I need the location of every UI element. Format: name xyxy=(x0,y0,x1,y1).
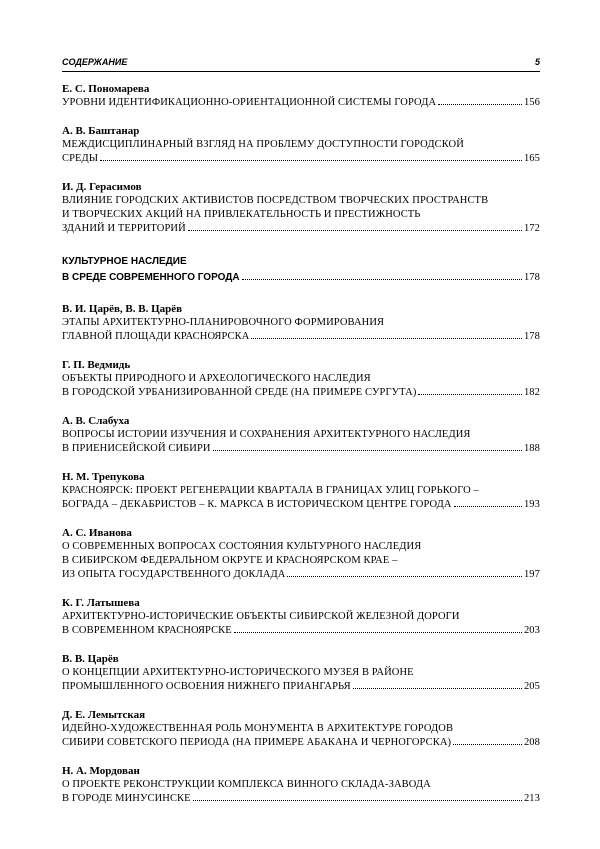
entry-title-last-line xyxy=(62,624,540,638)
entry-author: И. Д. Герасимов xyxy=(62,181,142,193)
leader-dots xyxy=(193,800,522,801)
entry-title-last-line xyxy=(62,96,540,110)
leader-dots xyxy=(353,688,522,689)
entry-title-text: В ГОРОДСКОЙ УРБАНИЗИРОВАННОЙ СРЕДЕ (НА ПРИМЕРЕ СУРГУТА) xyxy=(62,387,417,398)
entry-title-line: О КОНЦЕПЦИИ АРХИТЕКТУРНО-ИСТОРИЧЕСКОГО МУЗЕЯ В РАЙОНЕ xyxy=(62,667,414,678)
entry-page-number: 203 xyxy=(523,625,540,636)
toc-entry xyxy=(62,652,540,694)
entry-title-text: БОГРАДА – ДЕКАБРИСТОВ – К. МАРКСА В ИСТОРИЧЕСКОМ ЦЕНТРЕ ГОРОДА xyxy=(62,499,452,510)
entry-title-last-line xyxy=(62,792,540,806)
toc-entries-after-section xyxy=(62,302,540,806)
entry-page-number: 208 xyxy=(523,737,540,748)
leader-dots xyxy=(213,450,522,451)
header-title: СОДЕРЖАНИЕ xyxy=(62,57,128,67)
entry-author: В. В. Царёв xyxy=(62,653,119,665)
section-title-text: В СРЕДЕ СОВРЕМЕННОГО ГОРОДА xyxy=(62,272,240,283)
entry-title-text: ПРОМЫШЛЕННОГО ОСВОЕНИЯ НИЖНЕГО ПРИАНГАРЬЯ xyxy=(62,681,351,692)
entry-author: Н. М. Трепукова xyxy=(62,471,145,483)
entry-title-line: ИДЕЙНО-ХУДОЖЕСТВЕННАЯ РОЛЬ МОНУМЕНТА В АРХИТЕКТУРЕ ГОРОДОВ xyxy=(62,723,454,734)
entry-author: Е. С. Пономарева xyxy=(62,83,150,95)
entry-page-number: 193 xyxy=(523,499,540,510)
leader-dots xyxy=(100,160,522,161)
entry-title-line: О ПРОЕКТЕ РЕКОНСТРУКЦИИ КОМПЛЕКСА ВИННОГО СКЛАДА-ЗАВОДА xyxy=(62,779,431,790)
leader-dots xyxy=(287,576,521,577)
entry-title-line: ВОПРОСЫ ИСТОРИИ ИЗУЧЕНИЯ И СОХРАНЕНИЯ АРХИТЕКТУРНОГО НАСЛЕДИЯ xyxy=(62,429,471,440)
entry-page-number: 165 xyxy=(523,153,540,164)
entry-title-text: В СОВРЕМЕННОМ КРАСНОЯРСКЕ xyxy=(62,625,232,636)
leader-dots xyxy=(454,506,522,507)
entry-author: Г. П. Ведмидь xyxy=(62,359,131,371)
toc-entry xyxy=(62,302,540,344)
toc-entry xyxy=(62,82,540,110)
entry-title-line: АРХИТЕКТУРНО-ИСТОРИЧЕСКИЕ ОБЪЕКТЫ СИБИРСКОЙ ЖЕЛЕЗНОЙ ДОРОГИ xyxy=(62,611,460,622)
entry-author: А. С. Иванова xyxy=(62,527,132,539)
entry-title-line: И ТВОРЧЕСКИХ АКЦИЙ НА ПРИВЛЕКАТЕЛЬНОСТЬ И ПРЕСТИЖНОСТЬ xyxy=(62,209,421,220)
leader-dots xyxy=(242,279,522,280)
entry-title-last-line xyxy=(62,568,540,582)
running-header xyxy=(62,55,540,72)
entry-title-last-line xyxy=(62,152,540,166)
leader-dots xyxy=(418,394,522,395)
entry-page-number: 178 xyxy=(523,331,540,342)
entry-title-text: СРЕДЫ xyxy=(62,153,99,164)
entry-title-line: КРАСНОЯРСК: ПРОЕКТ РЕГЕНЕРАЦИИ КВАРТАЛА В ГРАНИЦАХ УЛИЦ ГОРЬКОГО – xyxy=(62,485,479,496)
toc-entry xyxy=(62,180,540,236)
toc-entry xyxy=(62,596,540,638)
entry-title-text: ЗДАНИЙ И ТЕРРИТОРИЙ xyxy=(62,223,186,234)
entry-title-line: О СОВРЕМЕННЫХ ВОПРОСАХ СОСТОЯНИЯ КУЛЬТУРНОГО НАСЛЕДИЯ xyxy=(62,541,422,552)
entry-title-last-line xyxy=(62,442,540,456)
leader-dots xyxy=(188,230,522,231)
section-title-line-2 xyxy=(62,270,540,286)
entry-title-last-line xyxy=(62,222,540,236)
entry-author: Д. Е. Лемытская xyxy=(62,709,146,721)
toc-section-heading xyxy=(62,254,540,286)
entry-author: В. И. Царёв, В. В. Царёв xyxy=(62,303,183,315)
entry-title-last-line xyxy=(62,680,540,694)
entry-title-text: ИЗ ОПЫТА ГОСУДАРСТВЕННОГО ДОКЛАДА xyxy=(62,569,286,580)
entry-title-last-line xyxy=(62,498,540,512)
entry-author: К. Г. Латышева xyxy=(62,597,140,609)
toc-entry xyxy=(62,526,540,582)
section-title-line-1: КУЛЬТУРНОЕ НАСЛЕДИЕ xyxy=(62,256,187,267)
entry-title-line: ЭТАПЫ АРХИТЕКТУРНО-ПЛАНИРОВОЧНОГО ФОРМИРОВАНИЯ xyxy=(62,317,385,328)
entry-title-last-line xyxy=(62,386,540,400)
toc-entry xyxy=(62,414,540,456)
entry-title-line: МЕЖДИСЦИПЛИНАРНЫЙ ВЗГЛЯД НА ПРОБЛЕМУ ДОСТУПНОСТИ ГОРОДСКОЙ xyxy=(62,139,464,150)
entry-title-line: ВЛИЯНИЕ ГОРОДСКИХ АКТИВИСТОВ ПОСРЕДСТВОМ ТВОРЧЕСКИХ ПРОСТРАНСТВ xyxy=(62,195,489,206)
entry-page-number: 205 xyxy=(523,681,540,692)
entry-title-last-line xyxy=(62,736,540,750)
entry-title-text: УРОВНИ ИДЕНТИФИКАЦИОННО-ОРИЕНТАЦИОННОЙ СИСТЕМЫ ГОРОДА xyxy=(62,97,437,108)
toc-entries-before-section xyxy=(62,82,540,236)
toc-entry xyxy=(62,764,540,806)
entry-title-text: СИБИРИ СОВЕТСКОГО ПЕРИОДА (НА ПРИМЕРЕ АБАКАНА И ЧЕРНОГОРСКА) xyxy=(62,737,452,748)
leader-dots xyxy=(234,632,522,633)
entry-title-line: В СИБИРСКОМ ФЕДЕРАЛЬНОМ ОКРУГЕ И КРАСНОЯРСКОМ КРАЕ – xyxy=(62,555,398,566)
leader-dots xyxy=(251,338,522,339)
entry-title-text: В ПРИЕНИСЕЙСКОЙ СИБИРИ xyxy=(62,443,211,454)
toc-entry xyxy=(62,124,540,166)
entry-page-number: 156 xyxy=(523,97,540,108)
leader-dots xyxy=(453,744,522,745)
entry-author: А. В. Слабуха xyxy=(62,415,130,427)
entry-title-line: ОБЪЕКТЫ ПРИРОДНОГО И АРХЕОЛОГИЧЕСКОГО НАСЛЕДИЯ xyxy=(62,373,371,384)
leader-dots xyxy=(438,104,522,105)
header-page-number: 5 xyxy=(534,57,540,67)
section-page-number: 178 xyxy=(523,272,540,283)
toc-entry xyxy=(62,708,540,750)
toc-entry xyxy=(62,470,540,512)
entry-page-number: 188 xyxy=(523,443,540,454)
entry-title-text: В ГОРОДЕ МИНУСИНСКЕ xyxy=(62,793,191,804)
entry-title-last-line xyxy=(62,330,540,344)
toc-entry xyxy=(62,358,540,400)
entry-title-text: ГЛАВНОЙ ПЛОЩАДИ КРАСНОЯРСКА xyxy=(62,331,250,342)
entry-page-number: 172 xyxy=(523,223,540,234)
entry-author: А. В. Баштанар xyxy=(62,125,140,137)
entry-author: Н. А. Мордован xyxy=(62,765,140,777)
entry-page-number: 197 xyxy=(523,569,540,580)
entry-page-number: 182 xyxy=(523,387,540,398)
toc-content xyxy=(62,82,540,820)
entry-page-number: 213 xyxy=(523,793,540,804)
